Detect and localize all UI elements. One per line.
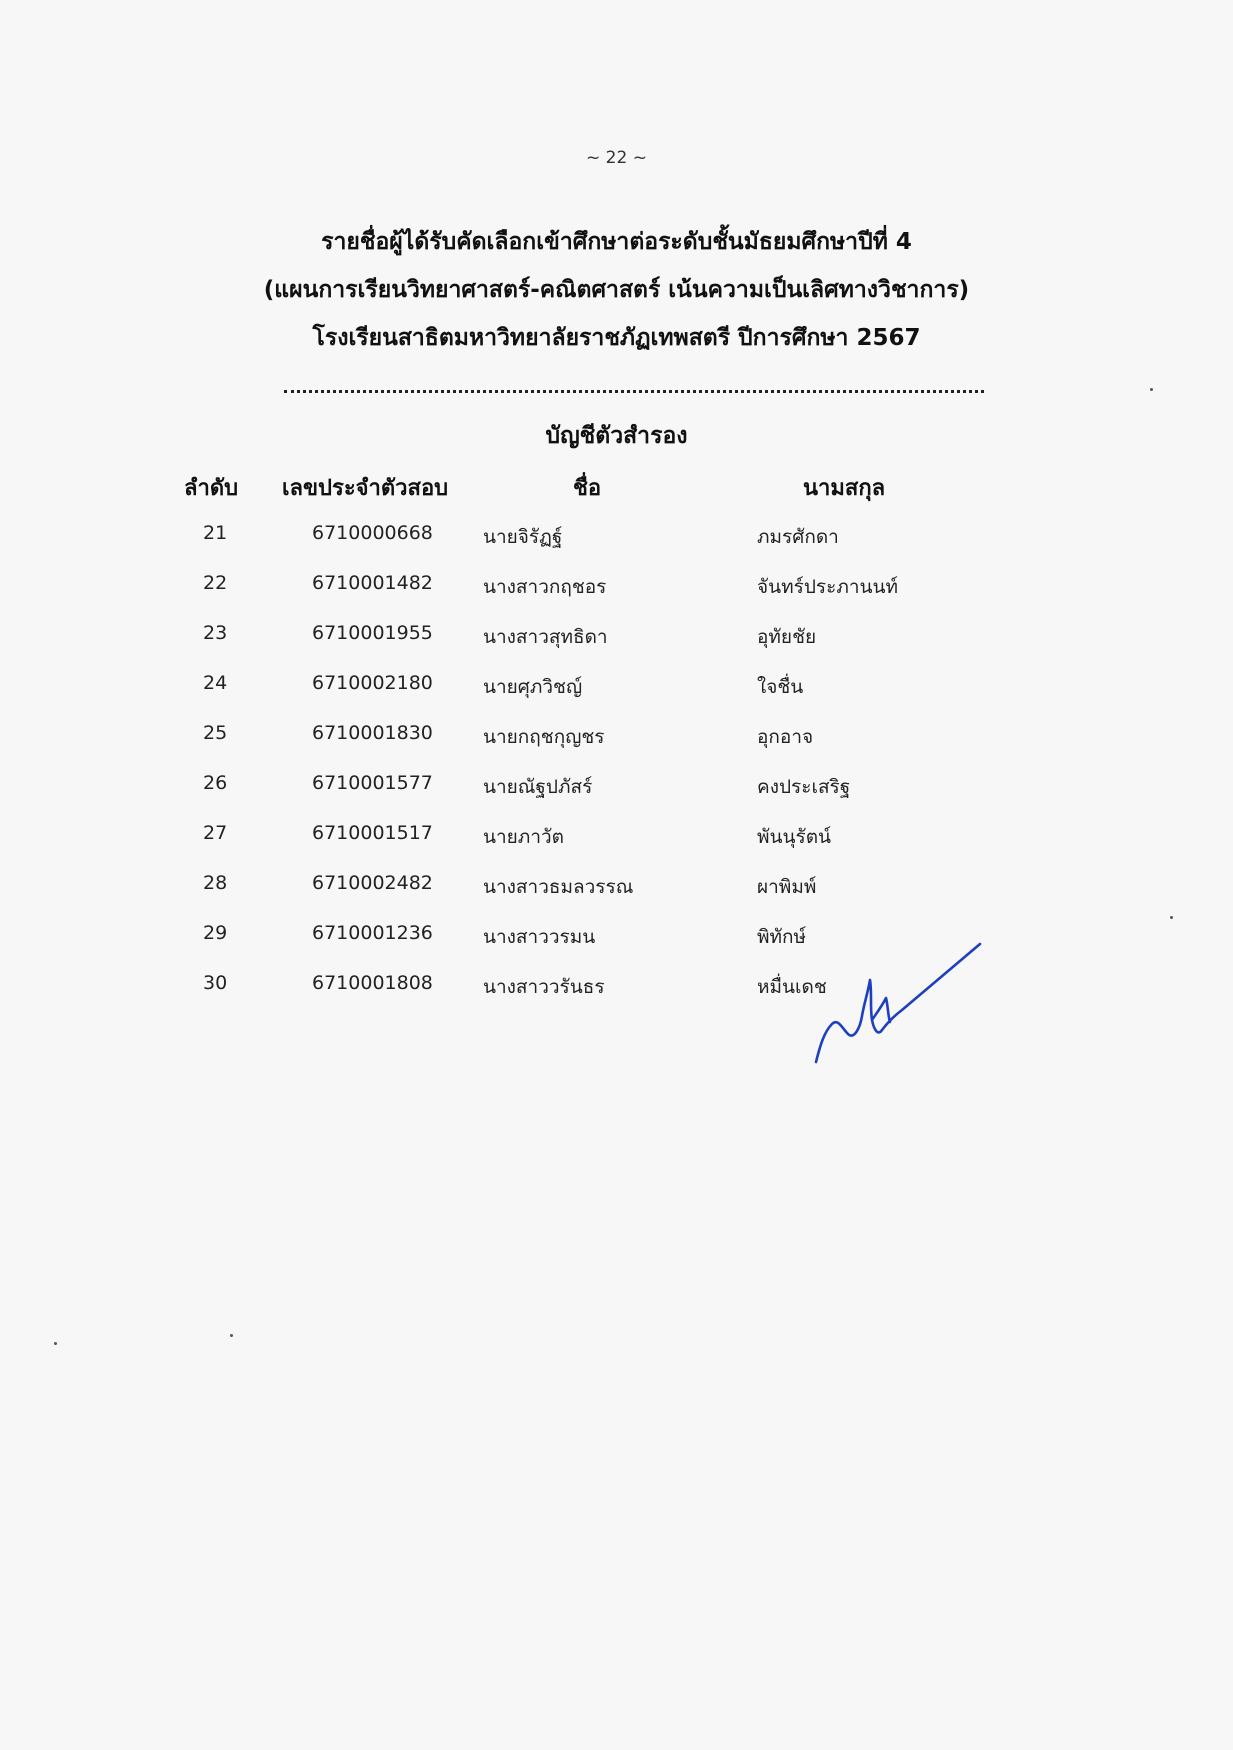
cell-last-name: พันนุรัตน์: [757, 826, 832, 848]
cell-seq: 26: [203, 772, 228, 794]
cell-seq: 25: [203, 722, 228, 744]
cell-seq: 29: [203, 922, 228, 944]
cell-seq: 24: [203, 672, 228, 694]
dotted-divider: [284, 390, 984, 393]
cell-exam-id: 6710002180: [312, 672, 433, 694]
table-row: [0, 922, 1233, 972]
handwritten-signature: [812, 936, 982, 1066]
cell-last-name: ภมรศักดา: [757, 526, 839, 548]
cell-last-name: คงประเสริฐ: [757, 776, 851, 798]
cell-seq: 22: [203, 572, 228, 594]
cell-last-name: จันทร์ประภานนท์: [757, 576, 899, 598]
paper-speck: [54, 1342, 57, 1345]
cell-first-name: นางสาววรันธร: [483, 976, 605, 998]
table-row: [0, 872, 1233, 922]
cell-seq: 23: [203, 622, 228, 644]
cell-first-name: นางสาววรมน: [483, 926, 596, 948]
cell-first-name: นางสาวกฤชอร: [483, 576, 607, 598]
cell-seq: 28: [203, 872, 228, 894]
cell-last-name: อุกอาจ: [757, 726, 814, 748]
cell-exam-id: 6710001830: [312, 722, 433, 744]
cell-seq: 30: [203, 972, 228, 994]
cell-exam-id: 6710001955: [312, 622, 433, 644]
header-first-name: ชื่อ: [573, 476, 602, 501]
table-row: [0, 972, 1233, 1022]
cell-first-name: นายกฤชกุญชร: [483, 726, 605, 748]
cell-exam-id: 6710001482: [312, 572, 433, 594]
title-line-1: รายชื่อผู้ได้รับคัดเลือกเข้าศึกษาต่อระดับชั้นมัธยมศึกษาปีที่ 4: [321, 229, 912, 255]
table-row: [0, 722, 1233, 772]
cell-first-name: นายณัฐปภัสร์: [483, 776, 593, 798]
cell-first-name: นายศุภวิชญ์: [483, 676, 583, 698]
title-line-2: (แผนการเรียนวิทยาศาสตร์-คณิตศาสตร์ เน้นความเป็นเลิศทางวิชาการ): [263, 277, 970, 303]
cell-last-name: ใจชื่น: [757, 676, 804, 698]
table-body: [0, 522, 1233, 1022]
cell-first-name: นายจิรัฏฐ์: [483, 526, 563, 548]
table-row: [0, 822, 1233, 872]
cell-first-name: นางสาวธมลวรรณ: [483, 876, 634, 898]
cell-last-name: อุทัยชัย: [757, 626, 817, 648]
cell-exam-id: 6710002482: [312, 872, 433, 894]
cell-exam-id: 6710001236: [312, 922, 433, 944]
header-seq: ลำดับ: [184, 476, 239, 501]
paper-speck: [1150, 388, 1153, 391]
header-exam-id: เลขประจำตัวสอบ: [282, 476, 449, 501]
paper-speck: [1170, 916, 1173, 919]
cell-last-name: หมื่นเดช: [757, 976, 827, 998]
cell-seq: 27: [203, 822, 228, 844]
table-row: [0, 572, 1233, 622]
paper-speck: [230, 1334, 233, 1337]
cell-first-name: นางสาวสุทธิดา: [483, 626, 608, 648]
title-line-3: โรงเรียนสาธิตมหาวิทยาลัยราชภัฏเทพสตรี ปีการศึกษา 2567: [312, 325, 921, 351]
cell-last-name: พิทักษ์: [757, 926, 807, 948]
cell-first-name: นายภาวัต: [483, 826, 564, 848]
cell-last-name: ผาพิมพ์: [757, 876, 817, 898]
table-row: [0, 522, 1233, 572]
page-number: ~ 22 ~: [586, 148, 647, 168]
table-row: [0, 672, 1233, 722]
cell-exam-id: 6710000668: [312, 522, 433, 544]
cell-exam-id: 6710001577: [312, 772, 433, 794]
table-row: [0, 772, 1233, 822]
table-row: [0, 622, 1233, 672]
cell-exam-id: 6710001517: [312, 822, 433, 844]
cell-exam-id: 6710001808: [312, 972, 433, 994]
reserve-list-heading: บัญชีตัวสำรอง: [545, 423, 688, 449]
header-last-name: นามสกุล: [803, 476, 886, 501]
cell-seq: 21: [203, 522, 228, 544]
